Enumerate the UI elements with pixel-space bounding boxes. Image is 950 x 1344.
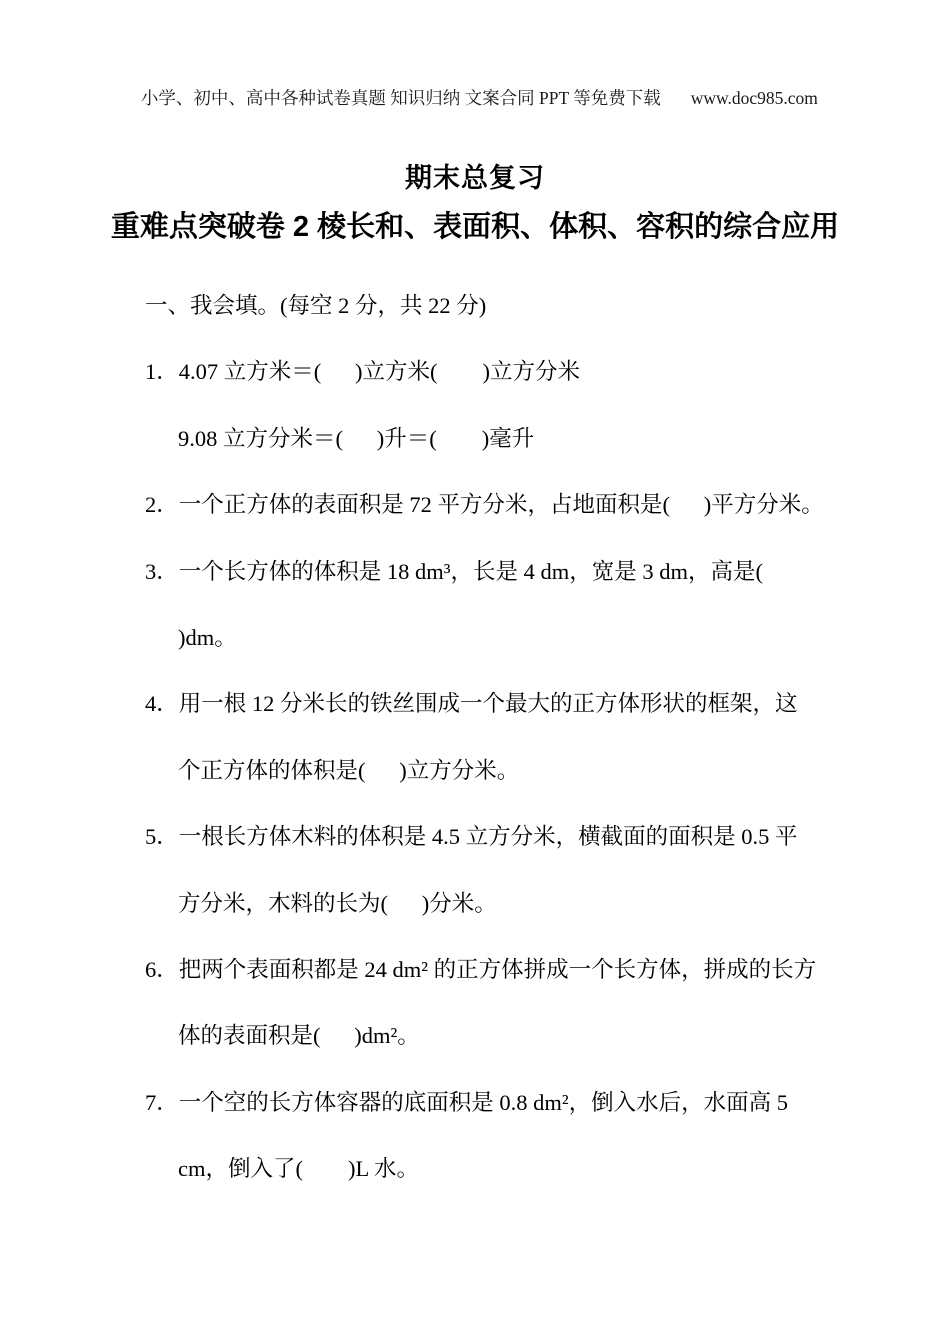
question-6-line-1: 6．把两个表面积都是 24 dm² 的正方体拼成一个长方体，拼成的长方 [145,956,817,982]
question-6-line-2: 体的表面积是( )dm²。 [178,1023,420,1049]
page-header [0,64,950,110]
question-3-line-2: )dm。 [178,624,237,650]
question-3-line-1: 3．一个长方体的体积是 18 dm³，长是 4 dm，宽是 3 dm，高是( [145,558,763,584]
question-7-line-2: cm，倒入了( )L 水。 [178,1156,420,1182]
question-7-line-1: 7．一个空的长方体容器的底面积是 0.8 dm²，倒入水后，水面高 5 [145,1089,788,1115]
page-subtitle: 重难点突破卷 2 棱长和、表面积、体积、容积的综合应用 [110,211,840,243]
worksheet-body [145,273,835,1202]
question-1-line-1: 1．4.07 立方米＝( )立方米( )立方分米 [145,359,580,385]
section-heading: 一、我会填。(每空 2 分，共 22 分) [145,293,487,318]
question-5-line-1: 5．一根长方体木料的体积是 4.5 立方分米，横截面的面积是 0.5 平 [145,824,798,850]
question-4-line-2: 个正方体的体积是( )立方分米。 [178,757,520,783]
header-site-url: www.doc985.com [690,88,818,108]
header-promo-text: 小学、初中、高中各种试卷真题 知识归纳 文案合同 PPT 等免费下载 [140,88,661,108]
question-5-line-2: 方分米，木料的长为( )分米。 [178,890,497,916]
question-1-line-2: 9.08 立方分米＝( )升＝( )毫升 [178,425,535,451]
page-title: 期末总复习 [405,163,545,193]
question-4-line-1: 4．用一根 12 分米长的铁丝围成一个最大的正方体形状的框架，这 [145,691,798,717]
question-2-line-1: 2．一个正方体的表面积是 72 平方分米，占地面积是( )平方分米。 [145,492,824,518]
